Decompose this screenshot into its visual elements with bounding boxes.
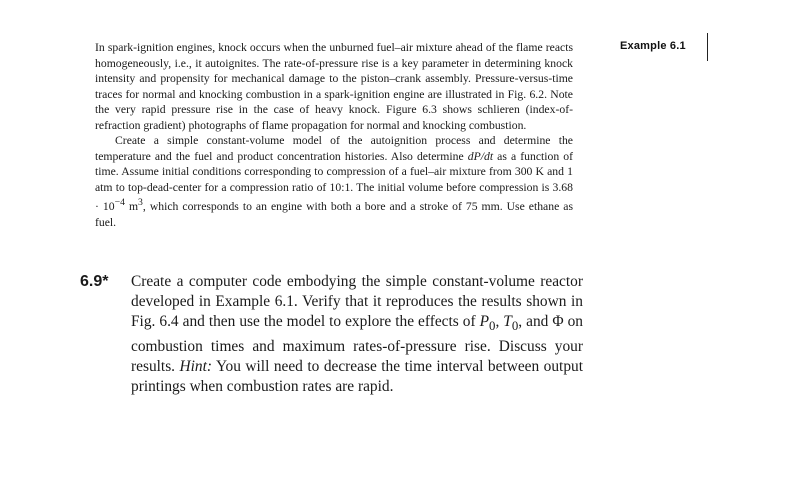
hint-label: Hint: [179,357,213,375]
derivative-expression: dP/dt [467,149,494,163]
problem-text-a: Create a computer code embodying the simple constant-volume reactor developed in Example 6.1. Verify that it reproduces the results shown in Fig. 6.4 and then use the model to explore the effects of [131,273,583,330]
volume-unit: m [124,200,139,214]
example-paragraph-2 [95,133,573,230]
problem-text-c: You will need to decrease the time interval between output printings when combustion rates are rapid. [131,357,583,395]
temperature-subscript: 0 [511,318,519,333]
pressure-variable: P [479,312,490,330]
pressure-subscript: 0 [489,318,496,333]
separator-2: , and [518,312,553,330]
temperature-variable: T [503,312,512,330]
volume-exponent: −4 [114,197,125,209]
problem-number: 6.9* [80,273,109,290]
example-paragraph-2-text-b: as a function of time. Assume initial conditions corresponding to compression of a fuel–air mixture from 300 K and 1 atm to top-dead-center for a compression ratio of 10:1. The initial volume before compression is 3.68 · 10 [95,149,574,214]
example-paragraph-2-text-c: , which corresponds to an engine with both a bore and a stroke of 75 mm. Use ethane as fuel. [95,200,574,229]
separator-1: , [495,312,504,330]
equivalence-ratio-symbol: Φ [552,312,564,330]
example-paragraph-1: In spark-ignition engines, knock occurs when the unburned fuel–air mixture ahead of the flame reacts homogeneously, i.e., it autoignites. The rate-of-pressure rise is a key parameter in determining knock intensity and propensity for mechanical damage to the piston–crank assembly. Pressure-versus-time traces for normal and knocking combustion in a spark-ignition engine are illustrated in Fig. 6.2. Note the very rapid pressure rise in the case of heavy knock. Figure 6.3 shows schlieren (index-of-refraction gradient) photographs of flame propagation for normal and knocking combustion. [95,41,573,132]
volume-unit-exponent: 3 [138,197,143,209]
example-paragraph-2-text-a: Create a simple constant-volume model of the autoignition process and determine the temperature and the fuel and product concentration histories. Also determine [95,134,573,163]
problem-text [131,272,583,397]
example-body [95,40,573,230]
example-label: Example 6.1 [620,40,686,52]
problem-text-b: on combustion times and maximum rates-of-pressure rise. Discuss your results. [131,312,583,375]
margin-rule [707,33,708,61]
